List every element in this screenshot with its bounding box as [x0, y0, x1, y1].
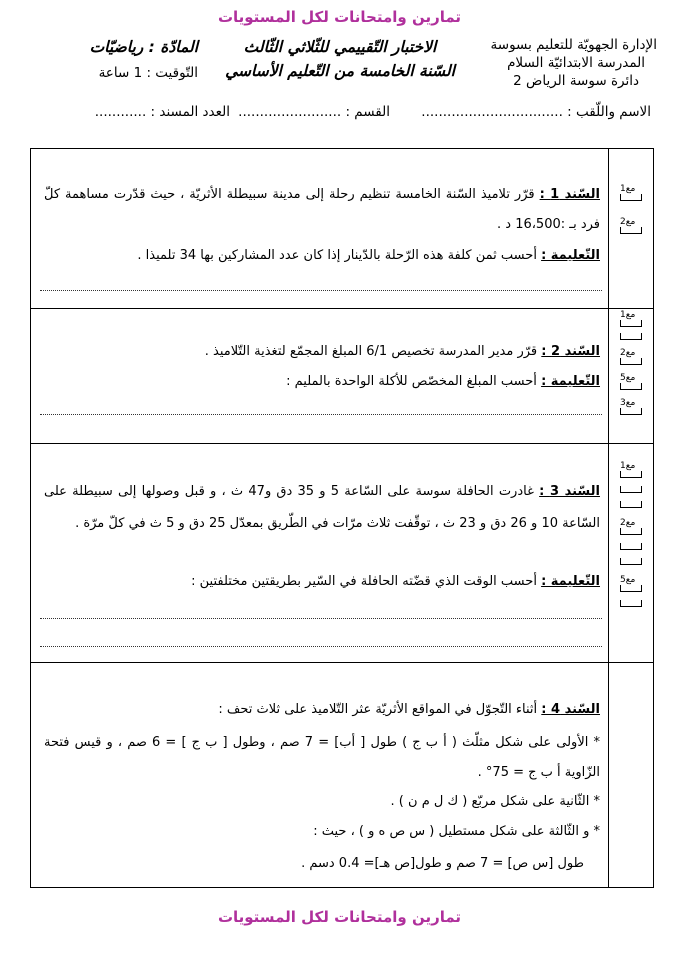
criterion-label: مع1 [620, 184, 636, 194]
section-1-instruction [44, 246, 600, 265]
exam-title [205, 38, 475, 80]
answer-line[interactable] [40, 414, 602, 415]
score-field[interactable]: العدد المسند : ............ [94, 104, 230, 120]
section-3-instruction [44, 572, 600, 591]
section-4-label: السّند 4 : [541, 702, 600, 717]
section-2-instruction-text: أحسب المبلغ المخصّص للأكلة الواحدة بالمليم : [286, 374, 537, 389]
section-3-instruction-label: التّعليمة : [541, 574, 600, 589]
criterion-label: مع2 [620, 217, 636, 227]
section-4-item-2: * الثّانية على شكل مربّع ( ك ل م ن ) . [390, 794, 600, 809]
criterion-label: مع3 [620, 398, 636, 408]
section-4-item-3: * و الثّالثة على شكل مستطيل ( س ص ه و ) ، حيث : [313, 824, 600, 839]
criterion-label: مع5 [620, 373, 636, 383]
section-divider-2 [30, 443, 654, 444]
school-info [457, 36, 657, 90]
score-box[interactable] [620, 486, 642, 493]
criterion-label: مع5 [620, 575, 636, 585]
section-1-instruction-label: التّعليمة : [541, 248, 600, 263]
exam-title-line-1: الاختبار التّقييمي للثّلاثي الثّالث [243, 38, 437, 56]
score-box[interactable] [620, 543, 642, 550]
section-4-item-1: * الأولى على شكل مثلّث ( أ ب ج ) طول [ أب] = 7 صم ، وطول [ ب ج ] = 6 صم ، و قيس فتحة الزّاوية أ ب ج = 75° . [44, 735, 600, 780]
section-divider-3 [30, 662, 654, 663]
criteria-s1 [620, 184, 642, 234]
criteria-s3 [620, 461, 642, 607]
criterion-label: مع1 [620, 310, 636, 320]
section-1-instruction-text: أحسب ثمن كلفة هذه الرّحلة بالدّينار إذا كان عدد المشاركين بها 34 تلميذا . [137, 248, 537, 263]
score-box[interactable] [620, 501, 642, 508]
district-line: دائرة سوسة الرياض 2 [513, 73, 639, 89]
subject: المادّة : رياضيّات [89, 38, 198, 56]
section-divider-1 [30, 308, 654, 309]
score-box[interactable] [620, 320, 642, 327]
section-4-intro: أثناء التّجوّل في المواقع الأثريّة عثر التّلاميذ على ثلاث تحف : [218, 702, 538, 717]
subject-info [48, 38, 198, 82]
score-box[interactable] [620, 408, 642, 415]
section-3-instruction-text: أحسب الوقت الذي قضّته الحافلة في السّير بطريقتين مختلفتين : [191, 574, 537, 589]
score-box[interactable] [620, 600, 642, 607]
section-2-label: السّند 2 : [541, 344, 600, 359]
criteria-s2 [620, 310, 642, 415]
score-box[interactable] [620, 585, 642, 592]
score-box[interactable] [620, 227, 642, 234]
score-box[interactable] [620, 333, 642, 340]
class-field[interactable]: القسم : ........................ [238, 104, 390, 120]
score-box[interactable] [620, 383, 642, 390]
answer-line[interactable] [40, 290, 602, 291]
section-1-support [44, 180, 600, 240]
school-name-line: المدرسة الابتدائيّة السلام [507, 55, 645, 71]
section-2-instruction-label: التّعليمة : [541, 374, 600, 389]
section-4-item-4: طول [س ص] = 7 صم و طول[ص هـ]= 0.4 دسم . [301, 856, 584, 871]
score-box[interactable] [620, 471, 642, 478]
section-3-label: السّند 3 : [539, 484, 600, 499]
criterion-label: مع2 [620, 518, 636, 528]
site-title-top: تمارين وامتحانات لكل المستويات [217, 8, 462, 26]
section-1-text: قرّر تلاميذ السّنة الخامسة تنظيم رحلة إلى مدينة سبيطلة الأثريّة ، حيث قدّرت مساهمة كلّ فرد بـ :16،500 د . [44, 187, 600, 232]
criteria-divider [608, 148, 609, 888]
score-box[interactable] [620, 528, 642, 535]
score-box[interactable] [620, 558, 642, 565]
section-3-support [44, 476, 600, 540]
score-box[interactable] [620, 194, 642, 201]
criterion-label: مع1 [620, 461, 636, 471]
exam-title-line-2: السّنة الخامسة من التّعليم الأساسي [225, 62, 455, 80]
section-2-instruction [44, 372, 600, 391]
site-title-bottom: تمارين وامتحانات لكل المستويات [217, 908, 462, 926]
criterion-label: مع2 [620, 348, 636, 358]
student-name-field[interactable]: الاسم واللّقب : ................................. [421, 104, 651, 120]
score-box[interactable] [620, 358, 642, 365]
answer-line[interactable] [40, 646, 602, 647]
answer-line[interactable] [40, 618, 602, 619]
section-3-text: غادرت الحافلة سوسة على السّاعة 5 و 35 دق و47 ث ، و قبل وصولها إلى سبيطلة على السّاعة 10 و 26 دق و 23 ث ، توقّفت ثلاث مرّات في الطّريق بمعدّل 25 دق و 5 ث في كلّ مرّة . [44, 484, 600, 531]
section-1-label: السّند 1 : [539, 187, 600, 202]
duration: التّوقيت : 1 ساعة [98, 65, 198, 81]
section-2-text: قرّر مدير المدرسة تخصيص 6/1 المبلغ المجمّع لتغذية التّلاميذ . [204, 344, 538, 359]
section-4-support [44, 700, 600, 719]
section-2-support [44, 342, 600, 361]
directorate-line: الإدارة الجهويّة للتعليم بسوسة [490, 37, 657, 53]
